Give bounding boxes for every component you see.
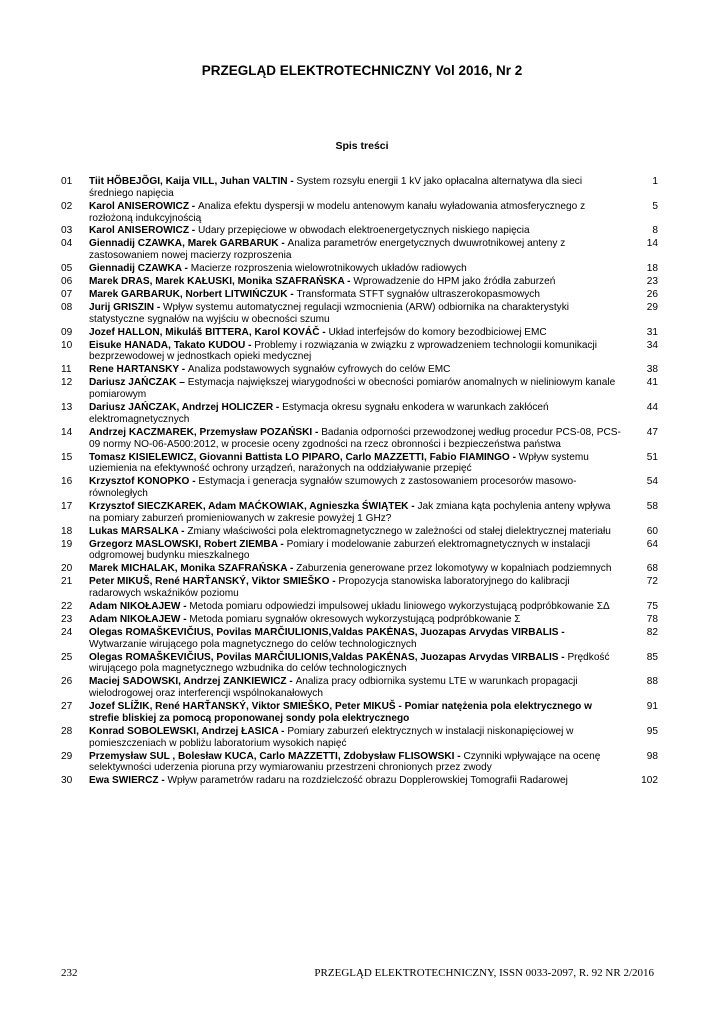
toc-entry[interactable] xyxy=(60,340,666,364)
entry-authors: Konrad SOBOLEWSKI, Andrzej ŁASICA - xyxy=(89,725,288,737)
entry-number: 28 xyxy=(61,725,73,737)
entry-number: 16 xyxy=(61,476,73,488)
entry-number: 14 xyxy=(61,426,73,438)
entry-title: System rozsyłu energii 1 kV jako opłacalna alternatywa dla sieci średniego napięcia xyxy=(89,176,583,199)
entry-title: Analiza efektu dyspersji w modelu antenowym kanału wyładowania atmosferycznego z rozłożoną indukcyjnością xyxy=(89,200,586,224)
entry-number: 27 xyxy=(61,701,73,713)
entry-authors: Eisuke HANADA, Takato KUDOU - xyxy=(89,339,255,351)
entry-title: Estymacja i generacja sygnałów szumowych z zastosowaniem procesorów masowo-równoległych xyxy=(89,476,577,500)
toc-entry[interactable] xyxy=(60,289,666,301)
entry-authors: Karol ANISEROWICZ - xyxy=(89,225,198,237)
toc-entry[interactable] xyxy=(60,676,666,700)
entry-authors: Przemysław SUL , Bolesław KUCA, Carlo MAZZETTI, Zdobysław FLISOWSKI - xyxy=(89,750,464,762)
entry-authors: Giennadij CZAWKA, Marek GARBARUK - xyxy=(89,238,288,250)
entry-title: Analiza parametrów energetycznych dwuwrotnikowej anteny z zastosowaniem nowej macierzy rozproszenia xyxy=(89,238,566,262)
entry-number: 19 xyxy=(61,538,73,550)
entry-page-number: 60 xyxy=(646,525,658,537)
entry-page-number: 95 xyxy=(646,725,658,737)
entry-number: 26 xyxy=(61,676,73,688)
entry-page-number: 1 xyxy=(652,176,658,187)
entry-number: 11 xyxy=(61,364,72,376)
entry-page-number: 54 xyxy=(646,476,658,488)
entry-authors: Marek GARBARUK, Norbert LITWIŃCZUK - xyxy=(89,289,297,301)
journal-title: PRZEGLĄD ELEKTROTECHNICZNY Vol 2016, Nr 2 xyxy=(201,63,523,78)
entry-number: 04 xyxy=(61,238,73,250)
entry-title: Prędkość wirującego pola magnetycznego wzbudnika do celów technologicznych xyxy=(89,651,610,675)
entry-number: 13 xyxy=(61,402,73,414)
toc-entry[interactable] xyxy=(60,327,666,339)
toc-entry[interactable] xyxy=(60,601,666,613)
entry-page-number: 75 xyxy=(646,601,658,613)
entry-number: 06 xyxy=(61,276,73,288)
table-of-contents xyxy=(60,176,666,788)
entry-page-number: 78 xyxy=(646,613,658,625)
entry-page-number: 82 xyxy=(646,626,658,638)
entry-authors: Adam NIKOŁAJEW - xyxy=(89,613,190,625)
footer-journal-info: PRZEGLĄD ELEKTROTECHNICZNY, ISSN 0033-2097, R. 92 NR 2/2016 xyxy=(314,967,654,979)
footer-page-number: 232 xyxy=(61,967,78,979)
entry-authors: Jozef SLÍŽIK, René HARŤANSKÝ, Viktor SMIEŠKO, Peter MIKUŠ - xyxy=(89,701,405,713)
toc-entry[interactable] xyxy=(60,614,666,626)
toc-entry[interactable] xyxy=(60,539,666,563)
entry-authors: Jurij GRISZIN - xyxy=(89,301,164,313)
entry-title: Estymacja okresu sygnału enkodera w warunkach zakłóceń elektromagnetycznych xyxy=(89,402,549,425)
entry-title: Jak zmiana kąta pochylenia anteny wpływa na pomiary zaburzeń promieniowanych w zakresie powyżej 1 GHz? xyxy=(89,500,611,524)
entry-number: 05 xyxy=(61,263,73,275)
entry-title: Układ interfejsów do komory bezodbiciowej EMC xyxy=(328,326,547,338)
toc-entry[interactable] xyxy=(60,427,666,451)
entry-title: Czynniki wpływające na ocenę selektywności uderzenia pioruna przy wymiarowaniu przestrzeni chronionych przez zwody xyxy=(89,750,601,774)
toc-entry[interactable] xyxy=(60,775,666,787)
entry-title: Wprowadzenie do HPM jako źródła zaburzeń xyxy=(353,276,556,288)
entry-title: Udary przepięciowe w obwodach elektroenergetycznych niskiego napięcia xyxy=(197,225,530,237)
entry-number: 20 xyxy=(61,563,73,575)
entry-page-number: 68 xyxy=(646,563,658,575)
entry-authors: Dariusz JAŃCZAK, Andrzej HOLICZER - xyxy=(89,402,283,414)
toc-entry[interactable] xyxy=(60,364,666,376)
toc-entry[interactable] xyxy=(60,627,666,651)
entry-title: Macierze rozproszenia wielowrotnikowych układów radiowych xyxy=(190,263,467,275)
entry-title: Badania odporności przewodzonej według procedur PCS-08, PCS-09 normy NO-06-A500:2012, w procesie oceny zgodności na rzecz obronności i bezpieczeństwa państwa xyxy=(89,426,621,450)
entry-number: 24 xyxy=(61,626,73,638)
entry-number: 22 xyxy=(61,601,73,613)
entry-title: Pomiar natężenia pola elektrycznego w strefie bliskiej za pomocą proponowanej sondy pola elektrycznego xyxy=(89,701,592,724)
toc-entry[interactable] xyxy=(60,652,666,676)
toc-heading: Spis treści xyxy=(335,140,389,152)
entry-page-number: 34 xyxy=(646,339,658,351)
entry-title: Zmiany właściwości pola elektromagnetycznego w zależności od stałej dielektrycznej materiału xyxy=(187,525,611,537)
entry-page-number: 102 xyxy=(641,775,658,787)
entry-number: 02 xyxy=(61,200,73,212)
entry-authors: Marek MICHALAK, Monika SZAFRAŃSKA - xyxy=(89,563,297,575)
entry-authors: Ewa SWIERCZ - xyxy=(89,775,168,787)
entry-page-number: 31 xyxy=(646,326,658,338)
entry-number: 25 xyxy=(61,651,73,663)
entry-number: 07 xyxy=(61,289,73,301)
entry-title: Analiza podstawowych sygnałów cyfrowych do celów EMC xyxy=(187,364,451,376)
entry-number: 08 xyxy=(61,301,73,313)
entry-page-number: 64 xyxy=(646,538,658,550)
toc-entry[interactable] xyxy=(60,225,666,237)
toc-entry[interactable] xyxy=(60,276,666,288)
entry-number: 21 xyxy=(61,576,73,588)
entry-authors: Peter MIKUŠ, René HARŤANSKÝ, Viktor SMIEŠKO - xyxy=(89,576,339,588)
toc-entry[interactable] xyxy=(60,302,666,326)
entry-number: 18 xyxy=(61,525,73,537)
entry-authors: Karol ANISEROWICZ - xyxy=(89,200,198,212)
entry-number: 23 xyxy=(61,613,73,625)
entry-number: 01 xyxy=(61,176,73,187)
entry-title: Problemy i rozwiązania w związku z wprowadzeniem technologii komunikacji bezprzewodowej w jednostkach opieki medycznej xyxy=(89,339,598,363)
entry-title: Metoda pomiaru odpowiedzi impulsowej układu liniowego wykorzystującą podpróbkowanie ΣΔ xyxy=(189,601,610,613)
entry-title: Wpływ systemu automatycznej regulacji wzmocnienia (ARW) odbiornika na charakterystyki statystyczne sygnałów na wyjściu w obecności szumu xyxy=(89,301,569,325)
entry-number: 30 xyxy=(61,775,73,787)
entry-page-number: 8 xyxy=(652,225,658,237)
toc-entry[interactable] xyxy=(60,526,666,538)
entry-authors: Giennadij CZAWKA - xyxy=(89,263,191,275)
entry-page-number: 26 xyxy=(646,289,658,301)
entry-number: 12 xyxy=(61,377,73,389)
entry-number: 15 xyxy=(61,451,73,463)
entry-page-number: 91 xyxy=(646,701,658,713)
toc-entry[interactable] xyxy=(60,563,666,575)
entry-number: 17 xyxy=(61,500,73,512)
toc-entry[interactable] xyxy=(60,176,666,200)
entry-page-number: 5 xyxy=(652,200,658,212)
entry-title: Zaburzenia generowane przez lokomotywy w kopalniach podziemnych xyxy=(296,563,612,575)
entry-page-number: 41 xyxy=(646,377,658,389)
entry-page-number: 23 xyxy=(646,276,658,288)
entry-authors: Lukas MARSALKA - xyxy=(89,525,188,537)
entry-authors: Krzysztof KONOPKO - xyxy=(89,476,199,488)
entry-authors: Dariusz JAŃCZAK – xyxy=(89,377,188,389)
toc-entry[interactable] xyxy=(60,751,666,775)
entry-authors: Olegas ROMAŠKEVIČIUS, Povilas MARČIULIONIS,Valdas PAKĖNAS, Juozapas Arvydas VIRBALIS - xyxy=(89,626,565,638)
toc-entry[interactable] xyxy=(60,377,666,401)
toc-entry[interactable] xyxy=(60,452,666,476)
entry-authors: Maciej SADOWSKI, Andrzej ZANKIEWICZ - xyxy=(89,676,296,688)
toc-entry[interactable] xyxy=(60,402,666,426)
entry-title: Analiza pracy odbiornika systemu LTE w warunkach propagacji wielodrogowej oraz interferencji wspólnokanałowych xyxy=(89,676,578,700)
entry-number: 29 xyxy=(61,750,73,762)
entry-page-number: 58 xyxy=(646,500,658,512)
entry-authors: Tiit HÕBEJÕGI, Kaija VILL, Juhan VALTIN - xyxy=(89,176,297,187)
toc-entry[interactable] xyxy=(60,476,666,500)
entry-authors: Adam NIKOŁAJEW - xyxy=(89,601,190,613)
entry-authors: Olegas ROMAŠKEVIČIUS, Povilas MARČIULIONIS,Valdas PAKĖNAS, Juozapas Arvydas VIRBALIS - xyxy=(89,651,568,663)
toc-entry[interactable] xyxy=(60,701,666,725)
entry-authors: Grzegorz MASLOWSKI, Robert ZIEMBA - xyxy=(89,538,287,550)
entry-title: Wpływ parametrów radaru na rozdzielczość obrazu Dopplerowskiej Tomografii Radarowej xyxy=(167,775,568,787)
entry-authors: Marek DRAS, Marek KAŁUSKI, Monika SZAFRAŃSKA - xyxy=(89,276,354,288)
entry-page-number: 44 xyxy=(646,402,658,414)
toc-entry[interactable] xyxy=(60,501,666,525)
entry-page-number: 14 xyxy=(646,238,658,250)
entry-page-number: 98 xyxy=(646,750,658,762)
entry-title: Pomiary zaburzeń elektrycznych w instalacji niskonapięciowej w pomieszczeniach w pobliżu laboratorium wysokich napięć xyxy=(89,725,574,749)
entry-title: Transformata STFT sygnałów ultraszerokopasmowych xyxy=(296,289,540,301)
entry-title: Wytwarzanie wirującego pola magnetycznego do celów technologicznych xyxy=(89,638,417,650)
entry-title: Wpływ systemu uziemienia na efektywność ochrony urządzeń, narażonych na oddziaływanie przepięć xyxy=(89,451,589,475)
toc-entry[interactable] xyxy=(60,576,666,600)
entry-page-number: 51 xyxy=(646,451,658,463)
entry-page-number: 47 xyxy=(646,426,658,438)
entry-number: 03 xyxy=(61,225,73,237)
entry-authors: Rene HARTANSKY - xyxy=(89,364,188,376)
entry-title: Metoda pomiaru sygnałów okresowych wykorzystującą podpróbkowanie Σ xyxy=(189,613,521,625)
entry-number: 09 xyxy=(61,326,73,338)
entry-page-number: 88 xyxy=(646,676,658,688)
entry-title: Pomiary i modelowanie zaburzeń elektromagnetycznych w instalacji odgromowej budynku mieszkalnego xyxy=(89,538,591,562)
entry-title: Estymacja największej wiarygodności w obecności pomiarów anomalnych w nieliniowym kanale pomiarowym xyxy=(89,377,616,401)
entry-authors: Jozef HALLON, Mikuláš BITTERA, Karol KOVÁČ - xyxy=(89,326,329,338)
entry-page-number: 29 xyxy=(646,301,658,313)
entry-title: Propozycja stanowiska laboratoryjnego do kalibracji radarowych wskaźników poziomu xyxy=(89,576,570,600)
entry-authors: Andrzej KACZMAREK, Przemysław POZAŃSKI - xyxy=(89,426,322,438)
entry-authors: Tomasz KISIELEWICZ, Giovanni Battista LO PIPARO, Carlo MAZZETTI, Fabio FIAMINGO - xyxy=(89,451,519,463)
entry-page-number: 18 xyxy=(646,263,658,275)
toc-entry[interactable] xyxy=(60,201,666,225)
entry-page-number: 85 xyxy=(646,651,658,663)
toc-entry[interactable] xyxy=(60,238,666,262)
entry-page-number: 38 xyxy=(646,364,658,376)
entry-number: 10 xyxy=(61,339,73,351)
toc-entry[interactable] xyxy=(60,726,666,750)
entry-authors: Krzysztof SIECZKAREK, Adam MAĆKOWIAK, Agnieszka ŚWIĄTEK - xyxy=(89,500,418,512)
toc-entry[interactable] xyxy=(60,263,666,275)
entry-page-number: 72 xyxy=(646,576,658,588)
